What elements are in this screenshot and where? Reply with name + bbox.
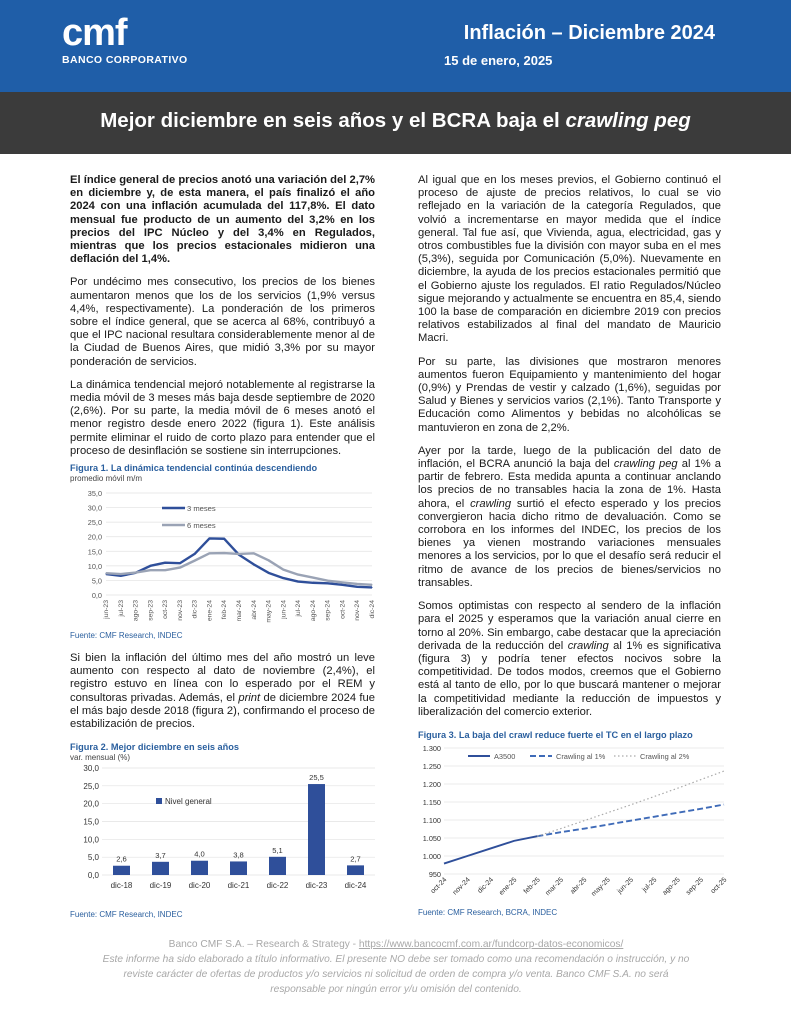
bar — [308, 784, 325, 875]
data-point — [179, 563, 180, 564]
paragraph: Al igual que en los meses previos, el Gobierno continuó el proceso de ajuste de precios relativos, lo cual se vio reflejado en la variación de la categoría Regulados, que volvió a incrementarse en mayor medida que el índice general. Tal fue así, que Vivienda, agua, electricidad, gas y otros combustibles fue la división con mayor suba en el mes (5,3%), seguida por Comunicación (5,0%). Nuevamente en diciembre, la ayuda de los precios estacionales permitió que el Gobierno ajuste los regulados. El ratio Regulados/Núcleo sigue mejorando y actualmente se encuentra en 85,4, siendo 100 la base de comparación en diciembre 2019 con precios relativos estabilizados al final del mandato de Mauricio Macri. — [418, 174, 721, 345]
y-tick-label: 1.300 — [422, 744, 441, 753]
data-point — [283, 569, 284, 570]
data-label: 2,6 — [116, 854, 127, 864]
data-point — [165, 570, 166, 571]
text-run: al 1% a partir de febrero. Esta medida apunta a continuar anclando los precios de no transables hacia la zona de 1%. Hasta ahora, el — [418, 458, 721, 510]
data-point — [253, 553, 254, 554]
y-tick-label: 35,0 — [87, 489, 102, 498]
y-tick-label: 5,0 — [87, 853, 99, 863]
data-point — [327, 580, 328, 581]
y-tick-label: 0,0 — [87, 871, 99, 880]
data-point — [357, 583, 358, 584]
x-tick-label: jul-24 — [295, 600, 303, 617]
y-tick-label: 1.100 — [422, 816, 441, 825]
x-tick-label: nov-24 — [354, 600, 362, 621]
x-tick-label: ago-25 — [661, 876, 682, 897]
x-tick-label: abr-24 — [250, 600, 258, 620]
text-run-italic: crawling peg — [613, 458, 678, 471]
data-point — [120, 575, 121, 576]
x-tick-label: sep-25 — [684, 876, 706, 897]
y-tick-label: 25,0 — [87, 518, 102, 528]
y-tick-label: 0,0 — [91, 591, 102, 600]
y-tick-label: 15,0 — [83, 817, 99, 827]
left-column — [70, 174, 375, 468]
x-tick-label: oct-23 — [162, 600, 170, 619]
data-point — [268, 572, 269, 573]
paragraph: La dinámica tendencial mejoró notablemente al registrarse la media móvil de 3 meses más baja desde septiembre de 2020 (2,6%). Por su parte, la media móvil de 6 meses anotó el menor registro desde enero 2022 (figura 1). Este análisis permite eliminar el ruido de corto plazo para entender que el proceso de desinflación se sostiene sin interrupciones. — [70, 378, 375, 457]
data-point — [342, 582, 343, 583]
x-tick-label: jun-23 — [103, 600, 110, 619]
footer-line — [100, 937, 692, 952]
y-tick-label: 1.150 — [422, 798, 441, 807]
x-tick-label: jul-23 — [117, 600, 125, 617]
data-label: 2,7 — [350, 854, 361, 864]
data-point — [238, 553, 239, 554]
data-point — [150, 565, 151, 566]
x-tick-label: ene-24 — [206, 600, 214, 622]
y-tick-label: 10,0 — [83, 835, 99, 845]
data-point — [327, 583, 328, 584]
logo-mark: cmf — [62, 12, 127, 54]
paragraph — [418, 600, 721, 719]
data-point — [312, 577, 313, 578]
bar — [230, 861, 247, 875]
x-tick-label: ago-24 — [309, 600, 317, 622]
left-column-bottom — [70, 652, 375, 741]
y-tick-label: 25,0 — [83, 781, 99, 791]
series-line — [537, 805, 724, 837]
data-point — [298, 581, 299, 582]
y-tick-label: 15,0 — [87, 547, 102, 557]
data-point — [165, 562, 166, 563]
x-tick-label: oct-25 — [709, 876, 729, 896]
data-point — [194, 560, 195, 561]
x-tick-label: sep-23 — [147, 600, 155, 621]
x-tick-label: ene-25 — [498, 876, 519, 897]
x-tick-label: feb-25 — [522, 876, 542, 896]
data-label: 4,0 — [194, 849, 205, 859]
figure-source: Fuente: CMF Research, INDEC — [70, 631, 183, 640]
x-tick-label: oct-24 — [429, 876, 449, 896]
x-tick-label: dic-24 — [344, 881, 367, 890]
x-tick-label: sep-24 — [324, 600, 332, 621]
text-run: al 1% es significativa (figura 3) y podría tener efectos nocivos sobre la competitividad. De todos modos, creemos que el Gobierno está al tanto de ello, por lo que buscará mantener o mejorar la competitividad mediante la reducción de impuestos y liberalización del comercio exterior. — [418, 639, 721, 718]
data-point — [224, 538, 225, 539]
y-tick-label: 950 — [428, 870, 441, 879]
legend-label: Crawling al 2% — [640, 752, 690, 761]
legend-label: Nivel general — [165, 797, 212, 806]
paragraph: Por su parte, las divisiones que mostraron menores aumentos fueron Equipamiento y mantenimiento del hogar (0,9%) y Prendas de vestir y calzado (1,6%), seguidas por Salud y Bienes y servicios varios (2,1%). Tanto Transporte y Educación como Alimentos y bebidas no alcohólicas se mantuvieron en zona de 2,2%. — [418, 355, 721, 434]
data-point — [371, 587, 372, 588]
data-point — [194, 553, 195, 554]
x-tick-label: mar-24 — [236, 600, 243, 622]
x-tick-label: dic-20 — [188, 881, 211, 890]
text-run-italic: crawling — [567, 639, 609, 652]
x-tick-label: mar-25 — [544, 876, 566, 898]
text-run: de diciembre 2024 fue el más bajo desde 2018 (figura 2), confirmando el proceso de estabilización de precios. — [70, 691, 375, 731]
data-point — [357, 586, 358, 587]
text-run: Ayer por la tarde, luego de la publicación del dato de inflación, el BCRA anunció la baja del — [418, 444, 721, 471]
data-point — [312, 582, 313, 583]
data-point — [342, 584, 343, 585]
text-run: Somos optimistas con respecto al sendero de la inflación para el 2025 y esperamos que la variación anual cierre en torno al 20%. Sin embargo, cabe destacar que la apreciación derivada de la reducción del — [418, 600, 721, 652]
data-point — [268, 560, 269, 561]
footer-disclaimer: Este informe ha sido elaborado a título informativo. El presente NO debe ser tomado como una recomendación o instrucción, y no reviste carácter de ofertas de productos y/o servicios ni solicitud de orden de compra y/o venta. Banco CMF S.A. no será responsable por ningún error y/u omisión del contenido. — [102, 954, 690, 995]
data-label: 3,7 — [155, 850, 166, 860]
headline-italic: crawling peg — [565, 109, 691, 132]
paragraph — [418, 445, 721, 590]
bar — [347, 865, 364, 875]
y-tick-label: 1.000 — [422, 852, 441, 861]
figure-title: Figura 2. Mejor diciembre en seis años — [70, 742, 240, 752]
x-tick-label: nov-23 — [176, 600, 184, 621]
x-tick-label: jun-25 — [616, 876, 636, 896]
report-title: Inflación – Diciembre 2024 — [463, 22, 715, 44]
legend-label: A3500 — [494, 752, 516, 761]
x-tick-label: dic-21 — [227, 881, 250, 890]
text-run: surtió el efecto esperado y los precios convergieron hacia dicho ritmo de devaluación. Como se corrobora en los informes del INDEC, los precios de los bienes ya vienen mostrando variaciones mensuales menores a los servicios, por lo que el desafío será reducir el ritmo de avance de los precios de bienes/servicios no transables. — [418, 497, 721, 589]
footer-link[interactable]: https://www.bancocmf.com.ar/fundcorp-datos-economicos/ — [358, 939, 624, 950]
data-point — [224, 552, 225, 553]
y-tick-label: 1.250 — [422, 762, 441, 771]
figure-1-chart — [70, 489, 380, 639]
x-tick-label: dic-24 — [369, 600, 376, 619]
y-tick-label: 1.050 — [422, 834, 441, 843]
x-tick-label: dic-19 — [149, 881, 172, 890]
series-line — [537, 771, 724, 836]
data-point — [253, 564, 254, 565]
figure-title: Figura 3. La baja del crawl reduce fuerte el TC en el largo plazo — [418, 730, 693, 740]
cmf-logo — [62, 12, 188, 66]
x-tick-label: dic-22 — [266, 881, 289, 890]
text-run-italic: crawling — [470, 497, 512, 510]
x-tick-label: may-25 — [590, 876, 612, 898]
x-tick-label: nov-24 — [451, 876, 472, 897]
y-tick-label: 20,0 — [83, 799, 99, 809]
bar — [152, 862, 169, 875]
data-point — [209, 553, 210, 554]
headline — [0, 109, 791, 133]
x-tick-label: jun-24 — [280, 600, 288, 619]
logo-subtitle: BANCO CORPORATIVO — [62, 54, 188, 66]
x-tick-label: oct-24 — [339, 600, 347, 619]
data-point — [283, 577, 284, 578]
data-point — [179, 567, 180, 568]
text-run-italic: print — [238, 691, 261, 704]
footer — [100, 937, 692, 997]
x-tick-label: ago-23 — [132, 600, 140, 622]
figure-title: Figura 1. La dinámica tendencial continúa descendiendo — [70, 463, 318, 473]
headline-banner — [0, 92, 791, 154]
headline-main: Mejor diciembre en seis años y el BCRA baja el — [100, 109, 566, 132]
x-tick-label: jul-25 — [641, 876, 659, 894]
bar — [113, 866, 130, 875]
y-tick-label: 30,0 — [87, 503, 102, 513]
footer-org: Banco CMF S.A. – Research & Strategy - — [168, 939, 359, 950]
figure-subtitle: promedio móvil m/m — [70, 474, 143, 483]
figure-3 — [418, 730, 733, 920]
legend-label: 3 meses — [187, 504, 216, 513]
y-tick-label: 5,0 — [91, 576, 102, 586]
data-point — [209, 538, 210, 539]
figure-source: Fuente: CMF Research, BCRA, INDEC — [418, 908, 558, 917]
x-tick-label: dic-23 — [305, 881, 328, 890]
data-label: 3,8 — [233, 850, 244, 860]
data-point — [150, 570, 151, 571]
x-tick-label: dic-23 — [191, 600, 199, 619]
lead-paragraph: El índice general de precios anotó una variación del 2,7% en diciembre y, de esta manera, el país finalizó el año 2024 con una inflación acumulada del 117,8%. El dato mensual fue producto de un aumento del 3,2% en los precios del IPC Núcleo y del 3,4% en Regulados, mientras que los precios estacionales midieron una deflación del 1,4%. — [70, 174, 375, 266]
figure-2 — [70, 742, 380, 920]
x-tick-label: abr-25 — [569, 876, 589, 896]
right-column — [418, 174, 721, 729]
bar — [269, 857, 286, 875]
paragraph: Por undécimo mes consecutivo, los precios de los bienes aumentaron menos que los de los servicios (1,9% versus 4,4%, respectivamente). La ponderación de los primeros sobre el índice general, que se acerca al 68%, contribuyó a que el IPC nacional resultara considerablemente menor al de la Ciudad de Buenos Aires, que midió 3,3% por su mayor ponderación de servicios. — [70, 276, 375, 368]
x-tick-label: may-24 — [265, 600, 273, 623]
figure-1 — [70, 463, 380, 643]
y-tick-label: 1.200 — [422, 780, 441, 789]
x-tick-label: dic-24 — [476, 876, 496, 895]
legend-label: Crawling al 1% — [556, 752, 606, 761]
x-tick-label: dic-18 — [110, 881, 133, 890]
data-point — [105, 573, 106, 574]
paragraph — [70, 652, 375, 731]
y-tick-label: 30,0 — [83, 764, 99, 773]
figure-source: Fuente: CMF Research, INDEC — [70, 910, 183, 919]
data-point — [120, 573, 121, 574]
bar — [191, 861, 208, 875]
figure-3-chart — [418, 742, 733, 910]
y-tick-label: 20,0 — [87, 532, 102, 542]
data-label: 5,1 — [272, 845, 283, 855]
legend-label: 6 meses — [187, 521, 216, 530]
y-tick-label: 10,0 — [87, 561, 102, 571]
figure-subtitle: var. mensual (%) — [70, 753, 131, 762]
figure-2-chart — [70, 764, 380, 916]
header — [0, 0, 791, 92]
series-line — [444, 836, 537, 863]
data-point — [135, 572, 136, 573]
report-date: 15 de enero, 2025 — [444, 53, 553, 68]
data-point — [298, 574, 299, 575]
data-label: 25,5 — [309, 773, 324, 783]
x-tick-label: feb-24 — [221, 600, 229, 620]
legend-swatch — [156, 798, 162, 804]
text-run: Si bien la inflación del último mes del año mostró un leve aumento con respecto al dato de noviembre (2,4%), el registro estuvo en línea con lo esperado por el REM y consultoras privadas. Además, el — [70, 652, 375, 704]
data-point — [371, 584, 372, 585]
